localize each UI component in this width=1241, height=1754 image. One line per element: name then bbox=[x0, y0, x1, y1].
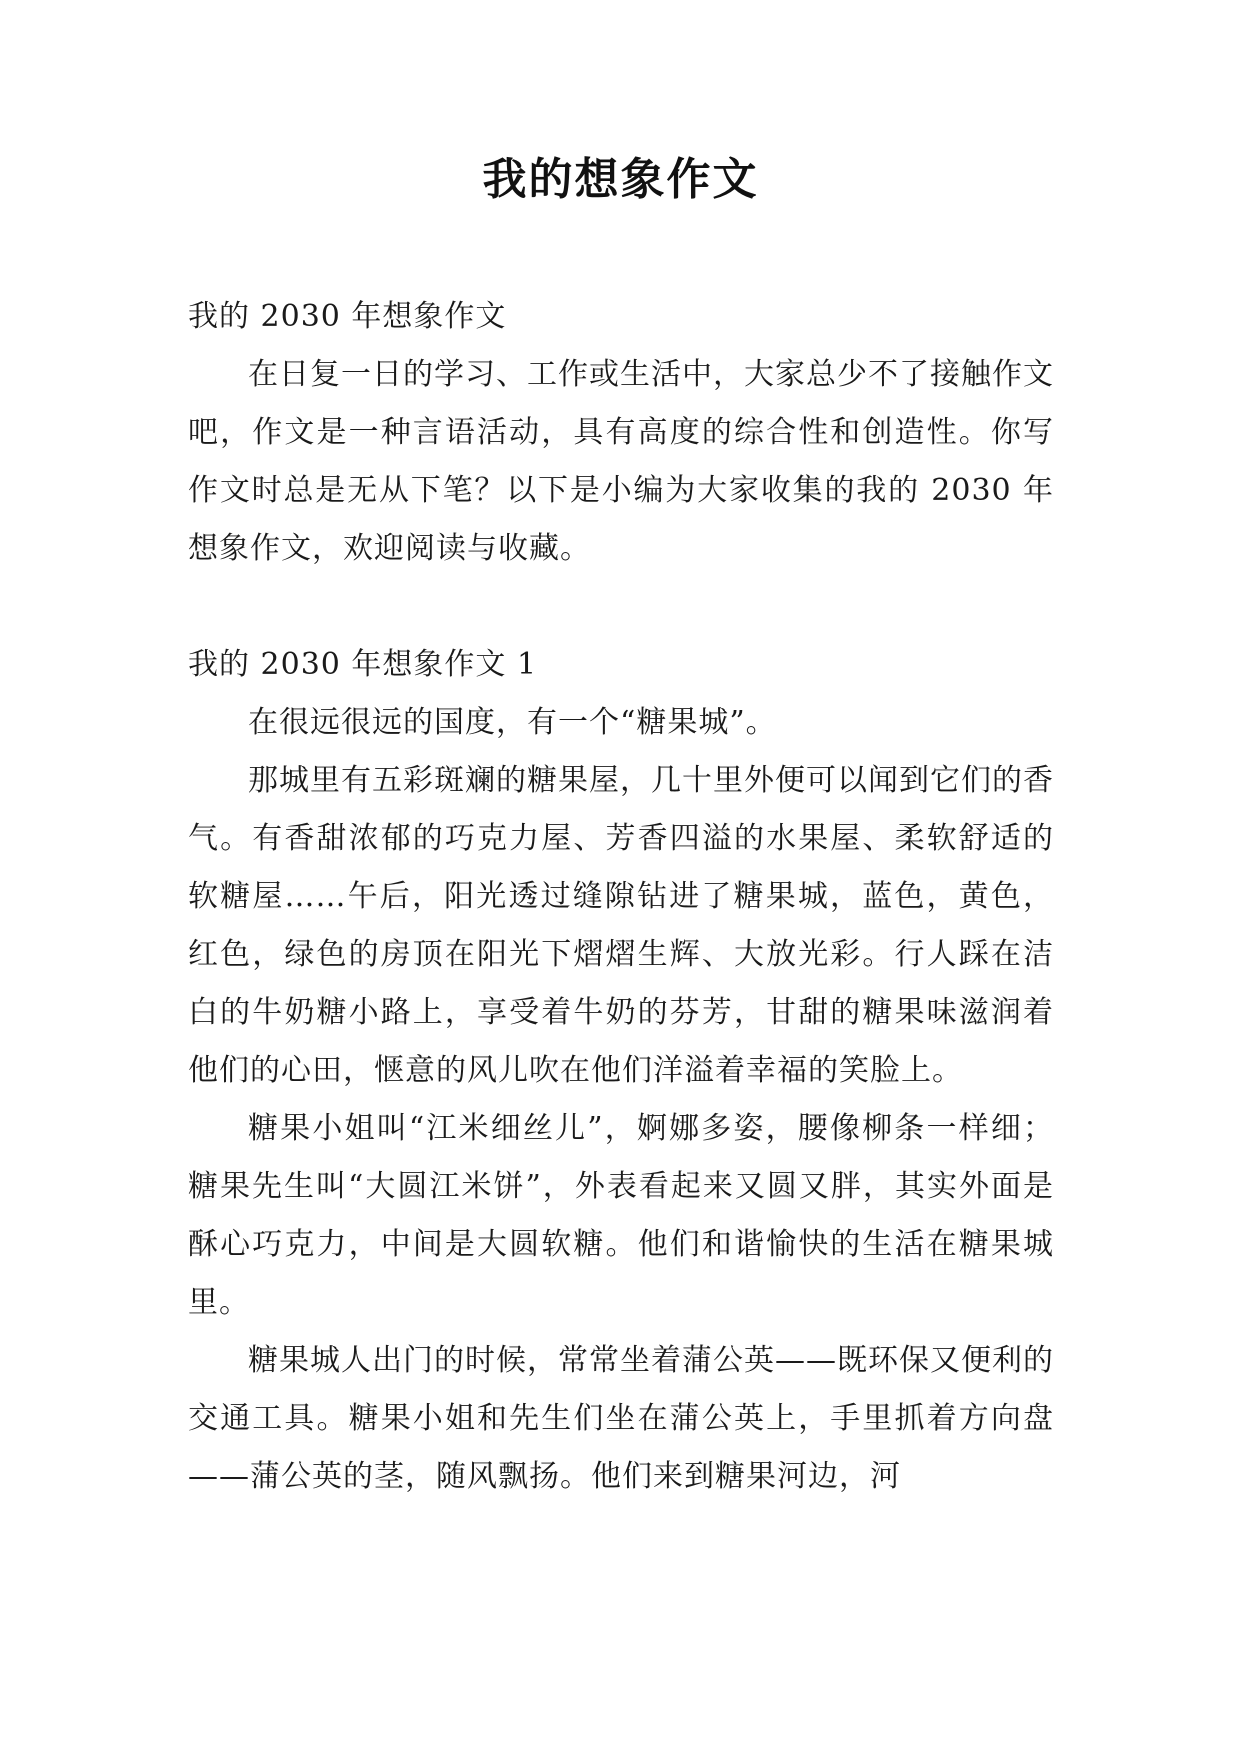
body-paragraph: 那城里有五彩斑斓的糖果屋，几十里外便可以闻到它们的香气。有香甜浓郁的巧克力屋、芳香四溢的水果屋、柔软舒适的软糖屋……午后，阳光透过缝隙钻进了糖果城，蓝色，黄色，红色，绿色的房顶在阳光下熠熠生辉、大放光彩。行人踩在洁白的牛奶糖小路上，享受着牛奶的芬芳，甘甜的糖果味滋润着他们的心田，惬意的风儿吹在他们洋溢着幸福的笑脸上。 bbox=[188, 763, 1054, 1088]
section-heading: 我的 2030 年想象作文 1 bbox=[188, 647, 538, 682]
section-heading: 我的 2030 年想象作文 bbox=[188, 299, 507, 334]
document-title: 我的想象作文 bbox=[482, 154, 759, 205]
body-paragraph: 在很远很远的国度，有一个“糖果城”。 bbox=[248, 705, 777, 740]
document-body bbox=[188, 288, 1054, 1506]
paragraph-gap bbox=[188, 578, 1054, 636]
intro-paragraph: 在日复一日的学习、工作或生活中，大家总少不了接触作文吧，作文是一种言语活动，具有高度的综合性和创造性。你写作文时总是无从下笔？以下是小编为大家收集的我的 2030 年想象作文，欢迎阅读与收藏。 bbox=[188, 357, 1054, 566]
body-paragraph: 糖果小姐叫“江米细丝儿”，婀娜多姿，腰像柳条一样细；糖果先生叫“大圆江米饼”，外表看起来又圆又胖，其实外面是酥心巧克力，中间是大圆软糖。他们和谐愉快的生活在糖果城里。 bbox=[188, 1111, 1054, 1320]
body-paragraph: 糖果城人出门的时候，常常坐着蒲公英——既环保又便利的交通工具。糖果小姐和先生们坐在蒲公英上，手里抓着方向盘——蒲公英的茎，随风飘扬。他们来到糖果河边，河 bbox=[188, 1343, 1054, 1494]
